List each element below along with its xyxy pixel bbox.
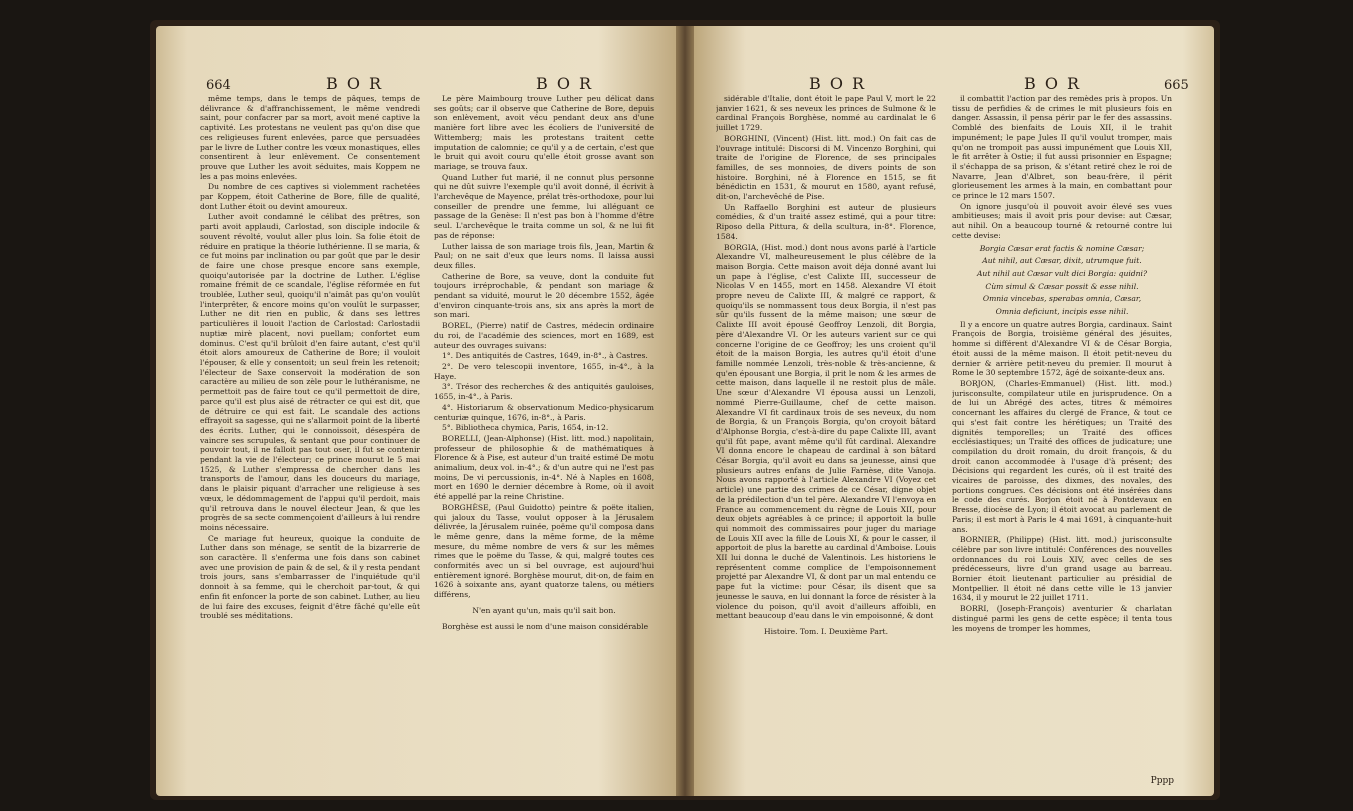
paragraph: 1°. Des antiquités de Castres, 1649, in-8°., à Castres. xyxy=(442,351,648,361)
paragraph: BORNIER, (Philippe) (Hist. litt. mod.) jurisconsulte célèbre par son livre intitulé: Conférences des nouvelles ordonnances du roi Louis XIV, avec celles de ses prédécesseurs, livre d'un grand usage au barreau. Bornier étoit lieutenant particulier au présidial de Montpellier. Il étoit né dans cette ville le 13 janvier 1634, il y mourut le 22 juillet 1711. xyxy=(952,535,1172,603)
left-running-head-col2: B O R xyxy=(536,74,594,93)
paragraph: Le père Maimbourg trouve Luther peu délicat dans ses goûts; car il observe que Catherine de Bore, depuis son enlèvement, avoit vécu pendant deux ans d'une manière fort libre avec les écoliers de l'université de Wittemberg; mais les protestans traitent cette imputation de calomnie; ce qu'il y a de certain, c'est que le bruit qui avoit couru qu'elle étoit grosse avant son mariage, se trouva faux. xyxy=(434,94,654,171)
left-page-header xyxy=(206,74,231,93)
left-running-head-col1: B O R xyxy=(326,74,384,93)
left-column-2 xyxy=(434,94,654,774)
paragraph: Ce mariage fut heureux, quoique la conduite de Luther dans son ménage, se sentît de la bizarrerie de son caractère. Il s'enferma une fois dans son cabinet avec une provision de pain & de sel, & il y resta pendant trois jours, sans s'embarrasser de l'inquiétude qu'il donnoit à sa femme, qui le cherchoit par-tout, & qui enfin fit enfoncer la porte de son cabinet. Luther, au lieu de lui faire des excuses, feignit d'être fâché qu'elle eût troublé ses méditations. xyxy=(200,533,420,621)
verse-line: Omnia deficiunt, incipis esse nihil. xyxy=(995,307,1129,317)
paragraph: Borghèse est aussi le nom d'une maison considérable xyxy=(442,621,649,631)
left-page xyxy=(156,26,676,796)
paragraph: BORGHÈSE, (Paul Guidotto) peintre & poëte italien, qui jaloux du Tasse, voulut opposer à la Jérusalem délivrée, la Jérusalem ruinée, poëme qu'il composa dans le même genre, dans la même forme, de la même mesure, du même nombre de vers & sur les mêmes rimes que le poëme du Tasse, & qui, malgré toutes ces conformités avec un si bel ouvrage, est aujourd'hui entièrement ignoré. Borghèse mourut, dit-on, de faim en 1626 à soixante ans, ayant quatorze talens, ou métiers différens, xyxy=(434,502,654,600)
verse-line: Borgia Cæsar erat factis & nomine Cæsar; xyxy=(979,243,1145,253)
right-running-head-col2: B O R xyxy=(1024,74,1082,93)
paragraph: 4°. Historiarum & observationum Medico-physicarum centuriæ quinque, 1676, in-8°., à Paris. xyxy=(434,402,654,422)
epigraph: N'en ayant qu'un, mais qu'il sait bon. xyxy=(472,605,616,615)
verse-line: Omnia vincebas, sperabas omnia, Cæsar, xyxy=(982,294,1142,304)
paragraph: BOREL, (Pierre) natif de Castres, médecin ordinaire du roi, de l'académie des sciences, mort en 1689, est auteur des ouvrages suivans: xyxy=(434,321,654,350)
right-column-2 xyxy=(952,94,1172,774)
right-running-head-col1: B O R xyxy=(809,74,867,93)
book-gutter xyxy=(676,26,694,796)
right-page-header xyxy=(1164,74,1189,93)
paragraph: Quand Luther fut marié, il ne connut plus personne qui ne dût suivre l'exemple qu'il avoit donné, il écrivit à l'archevêque de Mayence, prélat très-orthodoxe, pour lui conseiller de prendre une femme, lui alléguant ce passage de la Genèse: Il n'est pas bon à l'homme d'être seul. L'archevêque le traita comme un sol, & ne lui fit pas de réponse: xyxy=(434,172,654,240)
paragraph: Du nombre de ces captives si violemment rachetées par Koppem, étoit Catherine de Bore, fille de qualité, dont Luther étoit ou devint amoureux. xyxy=(200,182,420,211)
paragraph: Il y a encore un quatre autres Borgia, cardinaux. Saint François de Borgia, troisième général des jésuites, homme si différent d'Alexandre VI & de César Borgia, étoit aussi de la même maison. Il étoit petit-neveu du dernier & arrière petit-neveu du premier. Il mourut à Rome le 30 septembre 1572, âgé de soixante-deux ans. xyxy=(952,319,1172,378)
paragraph: sidérable d'Italie, dont étoit le pape Paul V, mort le 22 janvier 1621, & ses neveux les princes de Sulmone & le cardinal François Borghèse, nommé au cardinalat le 6 juillet 1729. xyxy=(716,94,936,133)
verse-line: Aut nihil aut Cæsar vult dici Borgia: quidni? xyxy=(976,268,1148,278)
paragraph: Luther laissa de son mariage trois fils, Jean, Martin & Paul; on ne sait d'eux que leurs noms. Il laissa aussi deux filles. xyxy=(434,241,654,270)
paragraph: BORRI, (Joseph-François) aventurier & charlatan distingué parmi les gens de cette espèce; il tenta tous les moyens de tromper les hommes, xyxy=(952,604,1172,633)
paragraph: BORGHINI, (Vincent) (Hist. litt. mod.) On fait cas de l'ouvrage intitulé: Discorsi di M. Vincenzo Borghini, qui traite de l'origine de Florence, de ses principales familles, de ses monnoies, de divers points de son histoire. Borghini, né à Florence en 1515, se fit bénédictin en 1531, & mourut en 1580, ayant refusé, dit-on, l'archevêché de Pise. xyxy=(716,133,936,202)
right-column-1 xyxy=(716,94,936,774)
paragraph: Catherine de Bore, sa veuve, dont la conduite fut toujours irréprochable, & pendant son mariage & pendant sa viduité, mourut le 20 décembre 1552, âgée d'environ cinquante-trois ans, six ans après la mort de son mari. xyxy=(434,271,654,320)
right-page-number: 665 xyxy=(1164,78,1189,93)
paragraph: même temps, dans le temps de pâques, temps de délivrance & d'affranchissement, le même vendredi saint, pour confacrer par sa mort, avoit mené captive la captivité. Les protestans ne veulent pas qu'on dise que ces religieuses furent enlevées, parce que persuadées par le livre de Luther contre les vœux monastiques, elles consentirent à leur enlèvement. Ce consentement prouve que Luther les avoit séduites, mais Koppem ne les a pas moins enlevées. xyxy=(200,94,420,181)
verse-line: Aut nihil, aut Cæsar, dixit, utrumque fuit. xyxy=(982,256,1142,266)
footer-note: Histoire. Tom. I. Deuxième Part. xyxy=(763,626,889,636)
paragraph: 5°. Bibliotheca chymica, Paris, 1654, in-12. xyxy=(442,423,609,433)
paragraph: Un Raffaello Borghini est auteur de plusieurs comédies, & d'un traité assez estimé, qui a pour titre: Riposo della Pittura, & della scultura, in-8°. Florence, 1584. xyxy=(716,202,936,241)
paragraph: BORJON, (Charles-Emmanuel) (Hist. litt. mod.) jurisconsulte, compilateur utile en jurisprudence. On a de lui un Abrégé des actes, titres & mémoires concernant les affaires du clergé de France, & tout ce qui s'est fait contre les hérétiques; un Traité des dignités temporelles; un Traité des offices ecclésiastiques; un Traité des offices de judicature; une compilation du droit romain, du droit françois, & du droit canon accommodée à l'usage d'à présent; des Décisions qui regardent les curés, où il est traité des vicaires de paroisse, des dixmes, des novales, des portions congrues. Ces décisions ont été insérées dans le code des curés. Borjon étoit né à Pontdevaux en Bresse, diocèse de Lyon; il étoit avocat au parlement de Paris; il est mort à Paris le 4 mai 1691, à cinquante-huit ans. xyxy=(952,378,1172,534)
paragraph: BORELLI, (Jean-Alphonse) (Hist. litt. mod.) napolitain, professeur de philosophie & de mathématiques à Florence & à Pise, est auteur d'un traité estimé De motu animalium, deux vol. in-4°.; & d'un autre qui ne l'est pas moins, De vi percussionis, in-4°. Né à Naples en 1608, mort en 1690 le dernier décembre à Rome, où il avoit été appellé par la reine Christine. xyxy=(434,433,654,502)
left-page-number: 664 xyxy=(206,78,231,93)
left-column-1 xyxy=(200,94,420,774)
verse-line: Cùm simul & Cæsar possit & esse nihil. xyxy=(985,281,1139,291)
paragraph: 2°. De vero telescopii inventore, 1655, in-4°., à la Haye. xyxy=(434,361,654,381)
paragraph: Luther avoit condamné le célibat des prêtres, son parti avoit applaudi, Carlostad, son disciple indocile & souvent révolté, voulut aller plus loin. Sa folie étoit de réduire en pratique la théorie luthérienne. Il se maria, & ce fut moins par inclination ou par goût que par le desir de faire une chose presque encore sans exemple, quoiqu'autorisée par la doctrine de Luther. L'église romaine frémit de ce scandale, l'église réformée en fut troublée, Luther seul, quoiqu'il n'aimât pas qu'on voulût l'interprêter, & encore moins qu'on voulût le surpasser, Luther ne dit rien en public, & dans ses lettres particulières il louoit l'action de Carlostad: Carlostadii nuptiæ mirè placent, novi puellam; confortet eum dominus. C'est qu'il brûloit d'en faire autant, c'est qu'il étoit alors amoureux de Catherine de Bore; il vouloit l'épouser, & elle y consentoit; un seul frein les retenoit; l'électeur de Saxe conservoit la modération de son caractère au milieu de son zèle pour le luthéranisme, ne permettoit pas de faire tout ce qu'il permettoit de dire, parce qu'il est plus aisé de rétracter ce qui est dit, que de détruire ce qui est fait. Le scandale des actions effrayoit sa sagesse, qui ne s'allarmoit point de la liberté des écrits. Luther, qui le connoissoit, désespéra de vaincre ses scrupules, & sentant que pour continuer de pouvoir tout, il ne falloit pas tout oser, il fut se contenir pendant la vie de l'électeur; ce prince mourut le 5 mai 1525, & Luther s'empressa de chercher dans les transports de l'amour, dans les douceurs du mariage, dans le plaisir piquant d'arracher une religieuse à ses vœux, le dédommagement de l'appui qu'il perdoit, mais qu'il retrouva dans le nouvel électeur Jean, & que les progrès de sa secte commençoient d'ailleurs à lui rendre moins nécessaire. xyxy=(200,212,420,532)
paragraph: il combattit l'action par des remèdes pris à propos. Un tissu de perfidies & de crimes le mit plusieurs fois en danger. Assassin, il pensa périr par le fer des assassins. Comblé des bienfaits de Louis XII, il le trahit impunément; le pape Jules II qu'il voulut tromper, mais qu'on ne trompoit pas aussi impunément que Louis XII, le fit arrêter à Ostie; il fut aussi prisonnier en Espagne; il s'échappa de sa prison, & s'étant retiré chez le roi de Navarre, Jean d'Albret, son beau-frère, il périt glorieusement les armes à la main, en combattant pour ce prince le 12 mars 1507. xyxy=(952,94,1172,201)
right-page xyxy=(694,26,1214,796)
paragraph: 3°. Trésor des recherches & des antiquités gauloises, 1655, in-4°., à Paris. xyxy=(434,382,654,402)
signature-mark: Pppp xyxy=(1150,776,1174,786)
open-book xyxy=(150,20,1220,800)
paragraph: On ignore jusqu'où il pouvoit avoir élevé ses vues ambitieuses; mais il avoit pris pour devise: aut Cæsar, aut nihil. On a beaucoup tourné & retourné contre lui cette devise: xyxy=(952,201,1172,240)
paragraph: BORGIA, (Hist. mod.) dont nous avons parlé à l'article Alexandre VI, malheureusement le plus célèbre de la maison Borgia. Cette maison avoit déja donné avant lui un pape à l'église, c'est Calixte III, successeur de Nicolas V en 1455, mort en 1458. Alexandre VI étoit propre neveu de Calixte III, & malgré ce rapport, & quoiqu'ils se nommassent tous deux Borgia, il n'est pas sûr qu'ils fussent de la même maison; une sœur de Calixte III avoit épousé Geoffroy Lenzoli, dit Borgia, père d'Alexandre VI. Or les auteurs varient sur ce qui concerne l'origine de ce Geoffroy; les uns croient qu'il étoit de la maison Borgia, les autres qu'il étoit d'une famille nommée Lenzoli, très-noble & très-ancienne, & qu'en épousant une Borgia, il prit le nom & les armes de cette maison, dans laquelle il ne restoit plus de mâle. Une sœur d'Alexandre VI épousa aussi un Lenzoli, nommé Pierre-Guillaume, chef de cette maison. Alexandre VI fit cardinaux trois de ses neveux, du nom de Borgia, & un François Borgia, qu'on croyoit bâtard d'Alphonse Borgia, c'est-à-dire du pape Calixte III, avant qu'il fût pape, avant même qu'il fût cardinal. Alexandre VI donna encore le chapeau de cardinal à son bâtard César Borgia, qu'il avoit eu dans sa jeunesse, ainsi que plusieurs autres enfans de Julie Farnèse, dite Vanoja. Nous avons rapporté à l'article Alexandre VI (Voyez cet article) une partie des crimes de ce César, digne objet de la prédilection d'un tel père. Alexandre VI l'envoya en France au commencement du règne de Louis XII, pour deux objets agréables à ce prince; il apportoit la bulle qui nommoit des commissaires pour juger du mariage de Louis XII avec la fille de Louis XI, & pour le casser, il apportoit de plus la barette au cardinal d'Amboise. Louis XII lui donna le duché de Valentinois. Les historiens le représentent comme complice de l'empoisonnement projetté par Alexandre VI, & dont par un mal entendu ce pape fut la victime: pour César, ils disent que sa jeunesse le sauva, en lui donnant la force de résister à la violence du poison, qu'il avoit d'ailleurs affoibli, en mettant beaucoup d'eau dans le vin empoisonné, & dont xyxy=(716,242,936,621)
